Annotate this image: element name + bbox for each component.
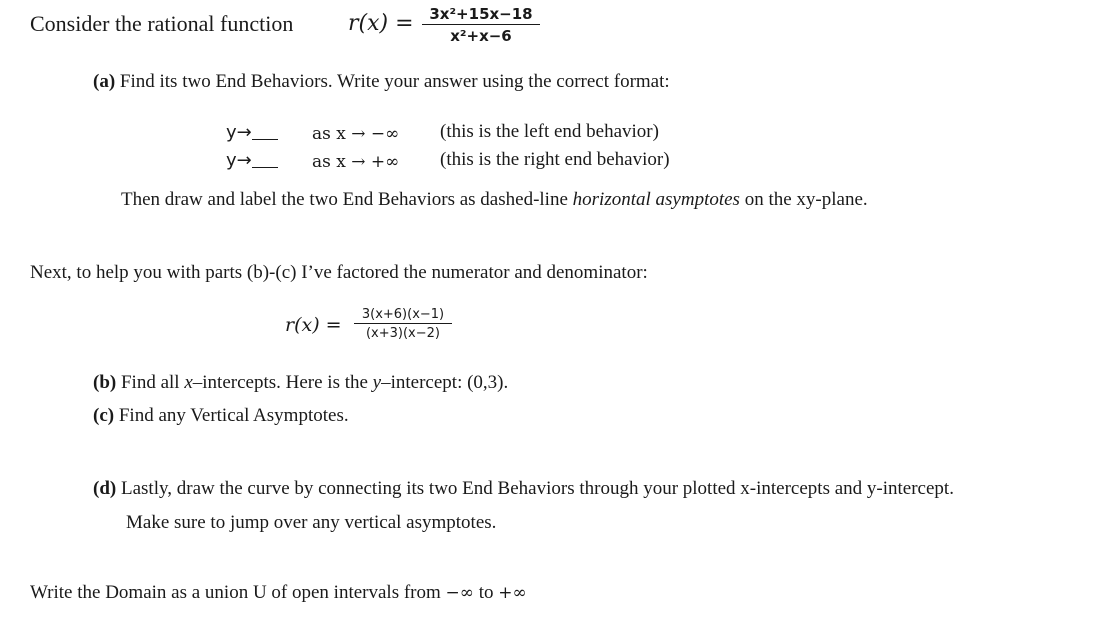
factored-numerator: 3(x+6)(x−1) — [361, 307, 445, 322]
part-b-y: y — [372, 372, 382, 393]
part-a — [93, 71, 670, 93]
domain-from: −∞ — [445, 583, 474, 603]
end-behavior-left-row — [226, 122, 278, 143]
draw-asymptotes-instruction — [121, 189, 868, 211]
domain-instruction — [30, 582, 527, 604]
draw-text-after: on the xy-plane. — [744, 189, 868, 210]
domain-to: +∞ — [498, 583, 527, 603]
blank-left — [252, 138, 278, 140]
part-b-x: x — [184, 372, 193, 393]
part-a-label: (a) — [93, 71, 116, 92]
draw-text-before: Then draw and label the two End Behaviors as dashed-line — [121, 189, 568, 210]
note-right: (this is the right end behavior) — [440, 149, 670, 170]
domain-text: Write the Domain as a union U of open intervals from — [30, 582, 441, 603]
draw-text-italic: horizontal asymptotes — [572, 189, 740, 210]
part-d-text2: Make sure to jump over any vertical asymptotes. — [126, 512, 497, 533]
part-d — [93, 478, 954, 500]
end-behavior-right-row — [226, 150, 278, 171]
y-arrow-right: y→ — [226, 150, 252, 171]
part-b-label: (b) — [93, 372, 117, 393]
y-arrow-left: y→ — [226, 122, 252, 143]
part-b-text-before: Find all — [120, 372, 180, 393]
part-c-text: Find any Vertical Asymptotes. — [118, 405, 349, 426]
blank-right — [252, 166, 278, 168]
fraction-numerator: 3x²+15x−18 — [429, 5, 533, 23]
note-left: (this is the left end behavior) — [440, 121, 659, 142]
part-c — [93, 405, 349, 427]
part-d-label: (d) — [93, 478, 117, 499]
function-lhs: r(x) = — [348, 11, 414, 36]
domain-to-word: to — [478, 582, 494, 603]
part-c-label: (c) — [93, 405, 115, 426]
part-a-text: Find its two End Behaviors. Write your answer using the correct format: — [119, 71, 670, 92]
factored-denominator: (x+3)(x−2) — [365, 326, 440, 341]
next-text: Next, to help you with parts (b)-(c) I’ve factored the numerator and denominator: — [30, 262, 648, 283]
fraction-denominator: x²+x−6 — [450, 27, 512, 45]
factored-lhs: r(x) = — [285, 314, 342, 336]
function-fraction — [422, 4, 540, 47]
condition-left: as x → −∞ — [312, 124, 400, 144]
intro-text: Consider the rational function — [30, 11, 294, 36]
part-b — [93, 372, 508, 394]
factored-fraction — [354, 306, 452, 343]
part-d-text: Lastly, draw the curve by connecting its two End Behaviors through your plotted x-intercepts and y-intercept. — [120, 478, 954, 499]
part-b-text-mid: –intercepts. Here is the — [192, 372, 368, 393]
part-b-text-after: –intercept: (0,3). — [381, 372, 509, 393]
condition-right: as x → +∞ — [312, 152, 400, 172]
